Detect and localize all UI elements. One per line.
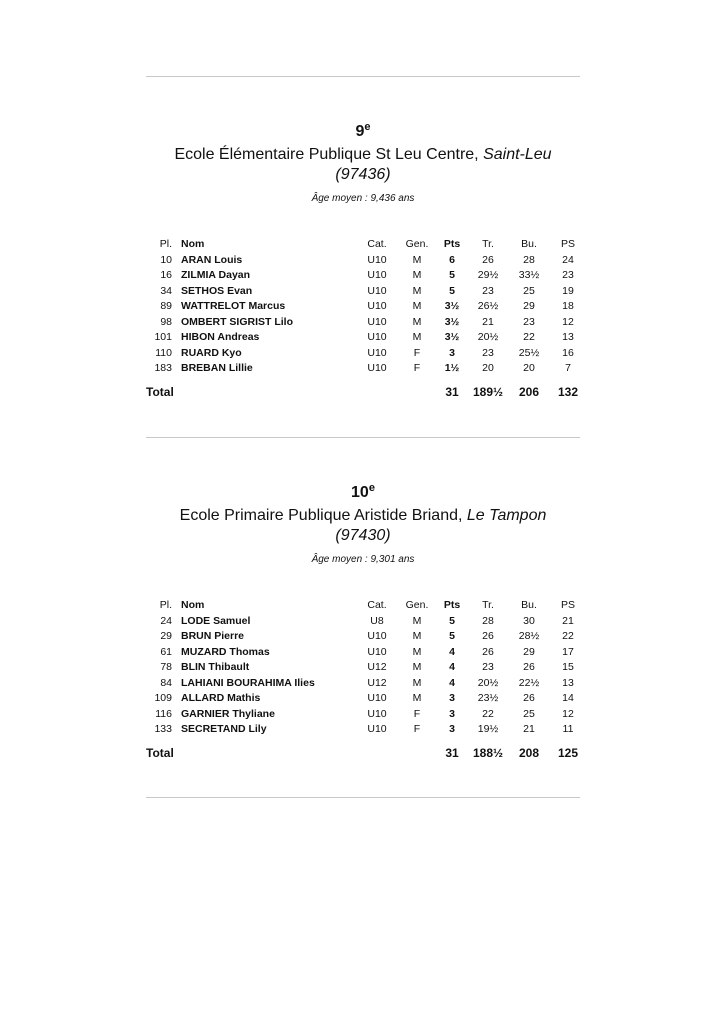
cell-cat: U10 <box>367 645 387 658</box>
cell-ps: 13 <box>562 676 574 689</box>
cell-ps: 24 <box>562 253 574 266</box>
cell-ps: 14 <box>562 692 574 704</box>
cell-cat: U12 <box>367 661 387 673</box>
cell-gen: M <box>412 300 422 312</box>
table-row <box>146 361 586 377</box>
total-row <box>146 738 586 764</box>
header-gen: Gen. <box>405 238 429 250</box>
cell-pts: 3 <box>449 707 455 720</box>
cell-gen: M <box>412 269 422 281</box>
cell-tr: 26 <box>482 253 494 266</box>
total-bu: 208 <box>518 745 540 760</box>
cell-ps: 19 <box>562 284 574 297</box>
cell-pts: 6 <box>449 253 455 266</box>
cell-cat: U10 <box>367 707 387 720</box>
cell-bu: 26 <box>523 661 535 673</box>
table-row <box>146 645 586 661</box>
header-pts: Pts <box>443 238 461 250</box>
cell-ps: 7 <box>565 362 571 374</box>
cell-cat: U8 <box>370 614 384 627</box>
cell-pl: 29 <box>160 630 172 642</box>
player-name: SETHOS Evan <box>181 284 253 297</box>
table-row <box>146 299 586 315</box>
results-table <box>146 598 586 764</box>
cell-cat: U10 <box>367 630 387 642</box>
cell-gen: F <box>413 362 421 374</box>
cell-pts: 3½ <box>444 331 460 343</box>
cell-cat: U10 <box>367 692 387 704</box>
rank-suffix: e <box>368 482 375 494</box>
cell-gen: F <box>413 346 421 359</box>
cell-bu: 20 <box>523 362 535 374</box>
header-cat: Cat. <box>367 599 387 611</box>
cell-pts: 3 <box>449 723 455 735</box>
table-row <box>146 253 586 269</box>
total-bu: 206 <box>518 384 540 399</box>
cell-cat: U12 <box>367 676 387 689</box>
cell-tr: 23½ <box>477 692 499 704</box>
cell-pts: 3 <box>449 692 455 704</box>
bottom-divider <box>146 797 580 798</box>
cell-gen: F <box>413 723 421 735</box>
cell-pts: 5 <box>449 630 455 642</box>
team-rank <box>146 479 580 502</box>
header-gen: Gen. <box>405 599 429 611</box>
cell-pts: 5 <box>449 284 455 297</box>
school-name: Ecole Élémentaire Publique St Leu Centre, <box>174 146 484 163</box>
player-name: BREBAN Lillie <box>181 362 253 374</box>
cell-pts: 4 <box>449 645 455 658</box>
table-row <box>146 614 586 630</box>
school-city: Le Tampon <box>466 507 547 524</box>
team-rank <box>146 118 580 141</box>
cell-bu: 25 <box>523 284 535 297</box>
school-title <box>146 506 580 546</box>
cell-ps: 12 <box>562 315 574 328</box>
cell-pts: 4 <box>449 676 455 689</box>
cell-ps: 15 <box>562 661 574 673</box>
cell-gen: M <box>412 315 422 328</box>
table-row <box>146 691 586 707</box>
cell-bu: 28½ <box>518 630 540 642</box>
cell-ps: 23 <box>562 269 574 281</box>
top-divider <box>146 76 580 77</box>
header-nom: Nom <box>181 238 205 250</box>
cell-bu: 23 <box>523 315 535 328</box>
cell-pts: 3 <box>449 346 455 359</box>
cell-gen: M <box>412 630 422 642</box>
cell-tr: 20½ <box>477 331 499 343</box>
player-name: RUARD Kyo <box>181 346 242 359</box>
cell-gen: F <box>413 707 421 720</box>
table-row <box>146 284 586 300</box>
school-city: Saint-Leu <box>483 146 552 163</box>
table-row <box>146 315 586 331</box>
cell-bu: 29 <box>523 300 535 312</box>
cell-gen: M <box>412 253 422 266</box>
cell-ps: 22 <box>562 630 574 642</box>
header-cat: Cat. <box>367 238 387 250</box>
total-row <box>146 377 586 403</box>
school-code: (97436) <box>335 166 391 183</box>
school-title <box>146 145 580 185</box>
cell-tr: 22 <box>482 707 494 720</box>
cell-tr: 28 <box>482 614 494 627</box>
header-bu: Bu. <box>521 599 537 611</box>
table-row <box>146 268 586 284</box>
cell-bu: 29 <box>523 645 535 658</box>
total-tr: 189½ <box>472 384 504 399</box>
total-label: Total <box>146 745 174 760</box>
cell-bu: 25 <box>523 707 535 720</box>
header-pl: Pl. <box>159 238 172 250</box>
cell-cat: U10 <box>367 723 387 735</box>
cell-gen: M <box>412 284 422 297</box>
cell-pts: 3½ <box>444 300 460 312</box>
cell-pl: 116 <box>155 707 172 720</box>
player-name: ZILMIA Dayan <box>181 269 251 281</box>
header-ps: PS <box>560 238 575 250</box>
cell-tr: 19½ <box>477 723 499 735</box>
table-row <box>146 330 586 346</box>
table-row <box>146 346 586 362</box>
total-tr: 188½ <box>472 745 504 760</box>
school-name: Ecole Primaire Publique Aristide Briand, <box>179 507 467 524</box>
cell-ps: 18 <box>562 300 574 312</box>
cell-pl: 109 <box>154 692 172 704</box>
cell-bu: 28 <box>523 253 535 266</box>
cell-tr: 26 <box>482 645 494 658</box>
cell-tr: 29½ <box>477 269 499 281</box>
total-label: Total <box>146 384 174 399</box>
cell-cat: U10 <box>367 362 387 374</box>
cell-pl: 34 <box>160 284 172 297</box>
table-row <box>146 676 586 692</box>
table-header-row <box>146 598 586 614</box>
cell-ps: 12 <box>562 707 574 720</box>
header-bu: Bu. <box>521 238 537 250</box>
table-row <box>146 707 586 723</box>
rank-suffix: e <box>364 121 371 133</box>
cell-cat: U10 <box>367 331 387 343</box>
average-age: Âge moyen : 9,436 ans <box>311 193 415 204</box>
cell-ps: 17 <box>562 645 574 658</box>
cell-cat: U10 <box>367 253 387 266</box>
table-row <box>146 660 586 676</box>
player-name: GARNIER Thyliane <box>181 707 275 720</box>
cell-cat: U10 <box>367 346 387 359</box>
player-name: LAHIANI BOURAHIMA Ilies <box>181 676 315 689</box>
header-pts: Pts <box>443 599 461 611</box>
cell-pts: 5 <box>449 614 455 627</box>
cell-tr: 21 <box>482 315 494 328</box>
player-name: LODE Samuel <box>181 614 251 627</box>
cell-cat: U10 <box>367 300 387 312</box>
cell-tr: 26½ <box>477 300 499 312</box>
cell-bu: 25½ <box>518 346 540 359</box>
cell-pl: 98 <box>160 315 172 328</box>
cell-bu: 30 <box>523 614 535 627</box>
cell-pts: 4 <box>449 661 455 673</box>
player-name: BRUN Pierre <box>181 630 245 642</box>
table-header-row <box>146 237 586 253</box>
header-ps: PS <box>560 599 575 611</box>
cell-gen: M <box>412 614 422 627</box>
average-age: Âge moyen : 9,301 ans <box>311 554 415 565</box>
cell-pl: 110 <box>155 346 172 359</box>
total-pts: 31 <box>445 384 459 399</box>
cell-gen: M <box>412 661 422 673</box>
cell-tr: 20½ <box>477 676 499 689</box>
cell-pts: 3½ <box>444 315 460 328</box>
cell-cat: U10 <box>367 284 387 297</box>
player-name: ARAN Louis <box>181 253 243 266</box>
cell-tr: 23 <box>482 346 494 359</box>
cell-gen: M <box>412 331 422 343</box>
total-ps: 125 <box>557 745 579 760</box>
cell-pl: 78 <box>160 661 172 673</box>
middle-divider <box>146 437 580 438</box>
cell-pl: 84 <box>160 676 172 689</box>
header-tr: Tr. <box>482 238 494 250</box>
cell-ps: 13 <box>562 331 574 343</box>
player-name: HIBON Andreas <box>181 331 260 343</box>
cell-ps: 11 <box>562 723 574 735</box>
table-row <box>146 722 586 738</box>
cell-cat: U10 <box>367 269 387 281</box>
cell-bu: 33½ <box>518 269 540 281</box>
cell-gen: M <box>412 692 422 704</box>
team-section-9 <box>146 118 580 403</box>
cell-tr: 23 <box>482 661 494 673</box>
cell-pts: 1½ <box>444 362 460 374</box>
cell-ps: 16 <box>562 346 574 359</box>
player-name: WATTRELOT Marcus <box>181 300 286 312</box>
player-name: BLIN Thibault <box>181 661 250 673</box>
header-tr: Tr. <box>482 599 494 611</box>
cell-pl: 133 <box>154 723 172 735</box>
header-nom: Nom <box>181 599 205 611</box>
total-pts: 31 <box>445 745 459 760</box>
cell-pl: 24 <box>160 614 172 627</box>
cell-pl: 10 <box>160 253 172 266</box>
cell-bu: 22 <box>523 331 535 343</box>
cell-gen: M <box>412 645 422 658</box>
cell-tr: 26 <box>482 630 494 642</box>
total-ps: 132 <box>557 384 579 399</box>
cell-bu: 22½ <box>518 676 540 689</box>
results-table <box>146 237 586 403</box>
rank-number: 9 <box>355 123 365 140</box>
rank-number: 10 <box>351 484 369 501</box>
table-row <box>146 629 586 645</box>
cell-pl: 61 <box>160 645 172 658</box>
cell-ps: 21 <box>562 614 574 627</box>
header-pl: Pl. <box>159 599 172 611</box>
player-name: SECRETAND Lily <box>181 723 267 735</box>
cell-pl: 183 <box>154 362 172 374</box>
cell-cat: U10 <box>367 315 387 328</box>
cell-bu: 26 <box>523 692 535 704</box>
player-name: OMBERT SIGRIST Lilo <box>181 315 293 328</box>
cell-gen: M <box>412 676 422 689</box>
cell-pl: 101 <box>154 331 172 343</box>
cell-pts: 5 <box>449 269 455 281</box>
player-name: MUZARD Thomas <box>181 645 270 658</box>
player-name: ALLARD Mathis <box>181 692 261 704</box>
cell-pl: 16 <box>160 269 172 281</box>
cell-pl: 89 <box>160 300 172 312</box>
school-code: (97430) <box>335 527 391 544</box>
cell-bu: 21 <box>523 723 535 735</box>
team-section-10 <box>146 479 580 764</box>
cell-tr: 20 <box>482 362 494 374</box>
cell-tr: 23 <box>482 284 494 297</box>
